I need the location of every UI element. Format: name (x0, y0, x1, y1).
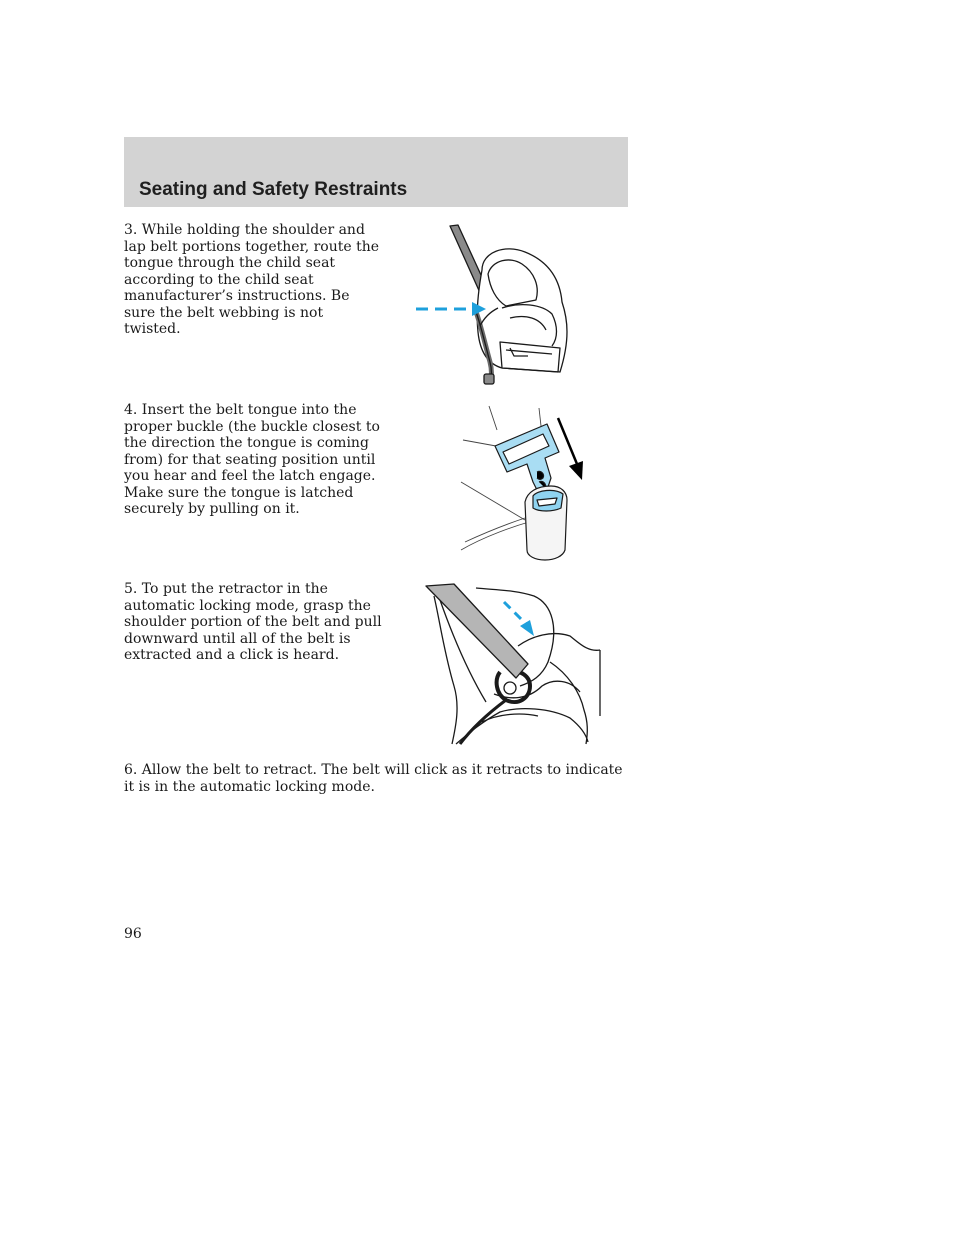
step-4-text: 4. Insert the belt tongue into the proper buckle (the buckle closest to the direction the tongue is coming from) for that seating position until you hear and feel the latch engage. Make sure the tongue is latched securely by pulling on it. (124, 402, 380, 517)
page-number: 96 (124, 926, 142, 942)
section-header (124, 137, 628, 207)
step-3-text: 3. While holding the shoulder and lap belt portions together, route the tongue through the child seat according to the child seat manufacturer’s instructions. Be sure the belt webbing is not twisted. (124, 222, 380, 337)
shoulder-belt-pull-illustration (420, 582, 605, 747)
belt-tongue-buckle-illustration (455, 400, 590, 565)
child-seat-belt-routing-illustration (410, 222, 590, 390)
section-title: Seating and Safety Restraints (139, 179, 408, 200)
step-6-text: 6. Allow the belt to retract. The belt will click as it retracts to indicate it is in the automatic locking mode. (124, 762, 623, 795)
step-5-text: 5. To put the retractor in the automatic locking mode, grasp the shoulder portion of the belt and pull downward until all of the belt is extracted and a click is heard. (124, 581, 382, 663)
